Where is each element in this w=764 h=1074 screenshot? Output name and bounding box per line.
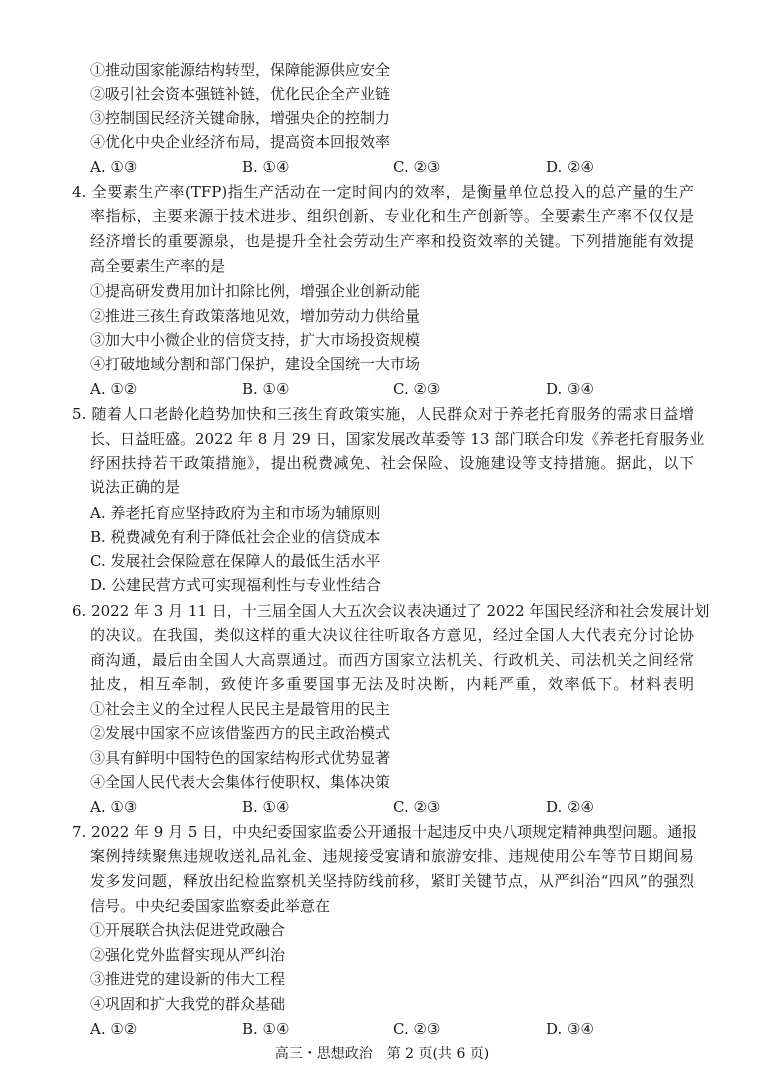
q6-choice-a: A. ①③: [90, 798, 138, 816]
q6-item-3: ③具有鲜明中国特色的国家结构形式优势显著: [90, 749, 391, 767]
q4-stem-1: 4. 全要素生产率(TFP)指生产活动在一定时间内的效率，是衡量单位总投入的总产量的生产: [72, 183, 694, 201]
q6-stem-2: 的决议。在我国，类似这样的重大决议往往听取各方意见，经过全国人大代表充分讨论协: [90, 626, 694, 644]
q4-item-1: ①提高研发费用加计扣除比例，增强企业创新动能: [90, 282, 421, 300]
q6-stem-3: 商沟通，最后由全国人大高票通过。而西方国家立法机关、行政机关、司法机关之间经常: [90, 651, 694, 669]
q5-option-a: A. 养老托育应坚持政府为主和市场为辅原则: [90, 504, 381, 522]
q3-item-1: ①推动国家能源结构转型，保障能源供应安全: [90, 61, 391, 79]
q3-choice-b: B. ①④: [242, 158, 290, 176]
q7-item-2: ②强化党外监督实现从严纠治: [90, 946, 286, 964]
q4-stem-3: 经济增长的重要源泉，也是提升全社会劳动生产率和投资效率的关键。下列措施能有效提: [90, 232, 694, 250]
q7-stem-1: 7. 2022 年 9 月 5 日，中央纪委国家监委公开通报十起违反中央八项规定精神典型问题。通报: [72, 823, 698, 841]
q4-item-2: ②推进三孩生育政策落地见效，增加劳动力供给量: [90, 307, 421, 325]
page-footer: 高三・思想政治 第 2 页(共 6 页): [274, 1046, 490, 1062]
q6-choice-b: B. ①④: [242, 798, 290, 816]
q5-option-b: B. 税费减免有利于降低社会企业的信贷成本: [90, 528, 381, 546]
q5-stem-3: 纾困扶持若干政策措施》，提出税费减免、社会保险、设施建设等支持措施。据此，以下: [90, 454, 694, 472]
q4-choice-d: D. ③④: [546, 380, 594, 398]
q4-item-4: ④打破地域分割和部门保护，建设全国统一大市场: [90, 355, 421, 373]
q5-stem-2: 长、日益旺盛。2022 年 8 月 29 日，国家发展改革委等 13 部门联合印发《养老托育服务业: [90, 430, 705, 448]
q4-item-3: ③加大中小微企业的信贷支持，扩大市场投资规模: [90, 331, 421, 349]
q4-choice-c: C. ②③: [393, 380, 441, 398]
q7-item-3: ③推进党的建设新的伟大工程: [90, 970, 286, 988]
q4-stem-2: 率指标，主要来源于技术进步、组织创新、专业化和生产创新等。全要素生产率不仅仅是: [90, 207, 694, 225]
q7-item-4: ④巩固和扩大我党的群众基础: [90, 995, 286, 1013]
q7-choice-a: A. ①②: [90, 1020, 138, 1038]
q3-item-3: ③控制国民经济关键命脉，增强央企的控制力: [90, 109, 391, 127]
q7-item-1: ①开展联合执法促进党政融合: [90, 921, 286, 939]
q3-item-4: ④优化中央企业经济布局，提高资本回报效率: [90, 133, 391, 151]
q5-option-c: C. 发展社会保险意在保障人的最低生活水平: [90, 552, 381, 570]
q6-stem-1: 6. 2022 年 3 月 11 日，十三届全国人大五次会议表决通过了 2022 年国民经济和社会发展计划: [72, 602, 710, 620]
q5-option-d: D. 公建民营方式可实现福利性与专业性结合: [90, 576, 382, 594]
q7-stem-3: 发多发问题，释放出纪检监察机关坚持防线前移，紧盯关键节点，从严纠治“四风”的强烈: [90, 872, 694, 890]
q5-stem-1: 5. 随着人口老龄化趋势加快和三孩生育政策实施，人民群众对于养老托育服务的需求日益增: [72, 405, 694, 423]
q3-item-2: ②吸引社会资本强链补链，优化民企全产业链: [90, 85, 391, 103]
q7-choice-d: D. ③④: [546, 1020, 594, 1038]
q6-item-2: ②发展中国家不应该借鉴西方的民主政治模式: [90, 724, 391, 742]
q4-choice-a: A. ①②: [90, 380, 138, 398]
q7-stem-4: 信号。中央纪委国家监察委此举意在: [90, 897, 331, 915]
q4-stem-4: 高全要素生产率的是: [90, 257, 226, 275]
q3-choice-c: C. ②③: [393, 158, 441, 176]
q3-choice-a: A. ①③: [90, 158, 138, 176]
q6-choice-c: C. ②③: [393, 798, 441, 816]
q5-stem-4: 说法正确的是: [90, 478, 181, 496]
q6-item-4: ④全国人民代表大会集体行使职权、集体决策: [90, 773, 391, 791]
q4-choice-b: B. ①④: [242, 380, 290, 398]
q6-item-1: ①社会主义的全过程人民民主是最管用的民主: [90, 700, 391, 718]
q7-stem-2: 案例持续聚焦违规收送礼品礼金、违规接受宴请和旅游安排、违规使用公车等节日期间易: [90, 847, 694, 865]
q6-stem-4: 扯皮，相互牵制，致使许多重要国事无法及时决断，内耗严重，效率低下。材料表明: [90, 675, 694, 693]
q7-choice-c: C. ②③: [393, 1020, 441, 1038]
q3-choice-d: D. ②④: [546, 158, 594, 176]
q7-choice-b: B. ①④: [242, 1020, 290, 1038]
q6-choice-d: D. ②④: [546, 798, 594, 816]
